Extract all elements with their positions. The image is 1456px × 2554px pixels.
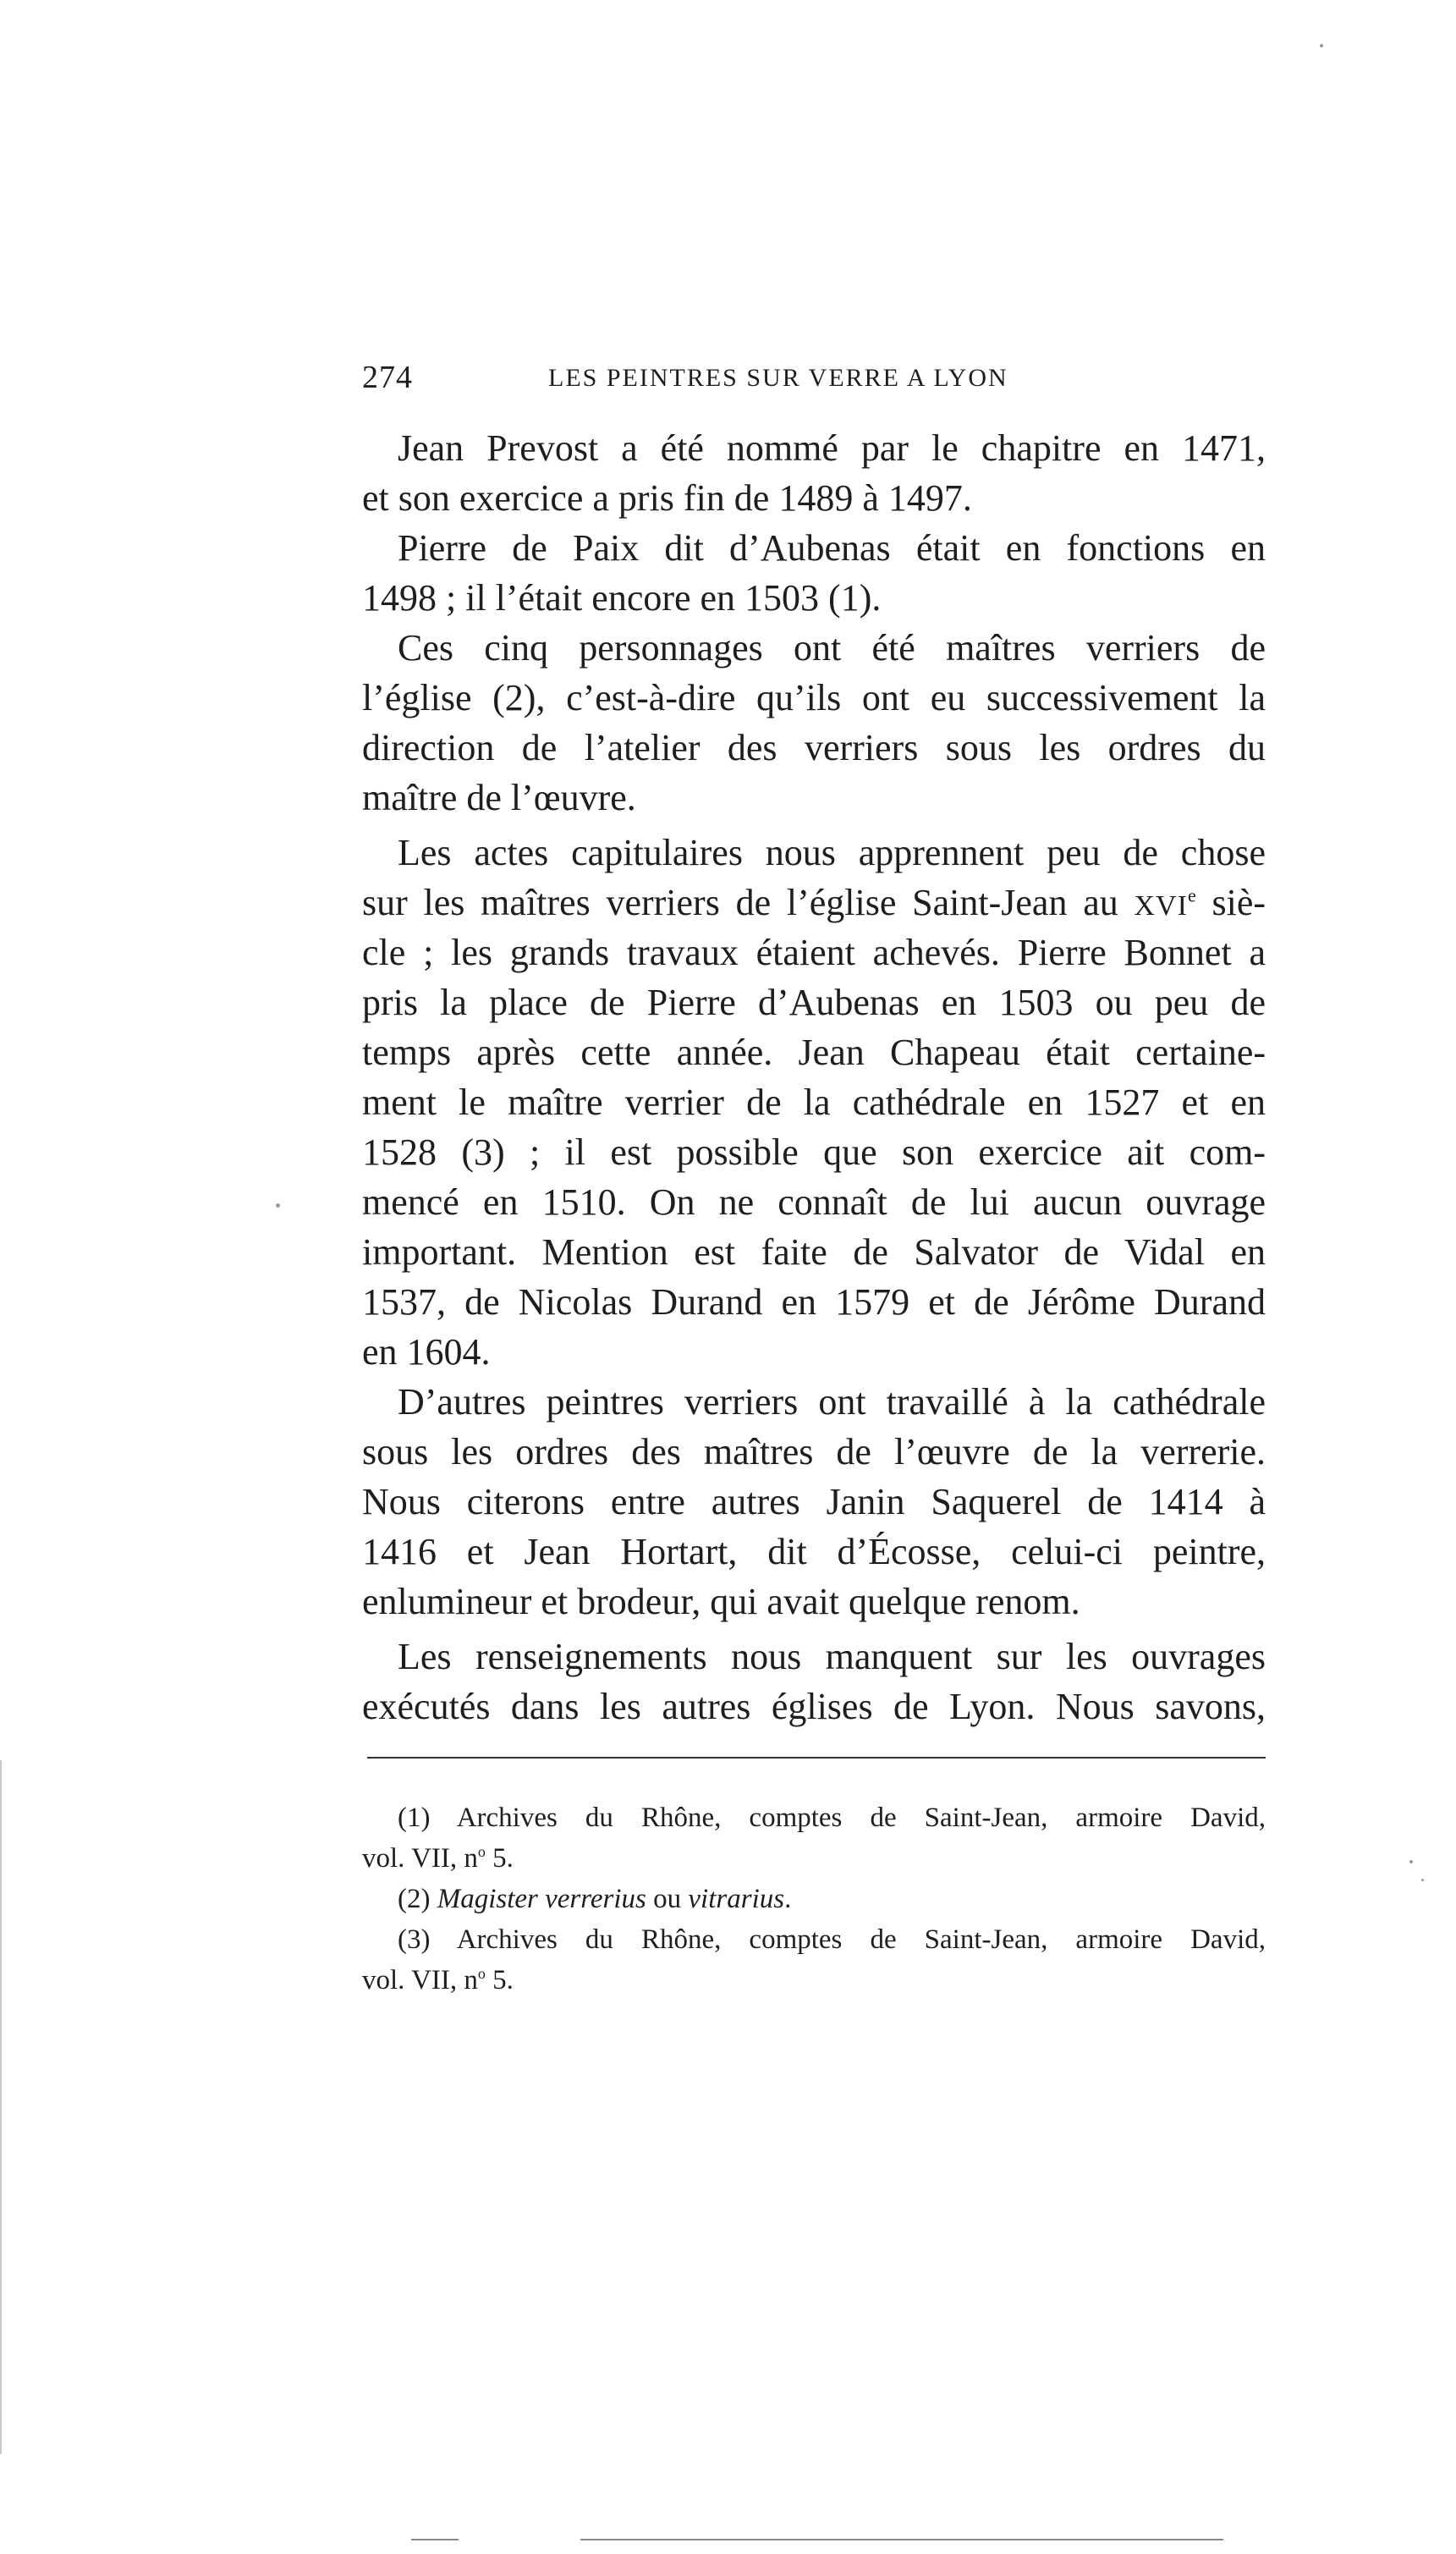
text-fragment: siè-: [1212, 882, 1266, 923]
scan-bottom-rule: [411, 2539, 459, 2540]
text-line: pris la place de Pierre d’Aubenas en 1503 ou peu de: [362, 982, 1266, 1023]
footnote-text: (2): [398, 1884, 437, 1914]
text-line: l’église (2), c’est-à-dire qu’ils ont eu successivement la: [362, 677, 1266, 718]
footnote-text: vol. VII, n: [362, 1965, 478, 1995]
footnote-3: (3) Archives du Rhône, comptes de Saint-Jean, armoire David,: [398, 1924, 1266, 1955]
footnote-text: .: [784, 1884, 792, 1914]
text-line: Les actes capitulaires nous apprennent peu de chose: [398, 832, 1266, 873]
text-line: mencé en 1510. On ne connaît de lui aucun ouvrage: [362, 1181, 1266, 1223]
text-fragment: sur les maîtres verriers de l’église Saint-Jean au: [362, 882, 1118, 923]
footnote-text: 5.: [485, 1965, 514, 1995]
running-title: LES PEINTRES SUR VERRE A LYON: [548, 364, 1008, 392]
text-line: temps après cette année. Jean Chapeau était certaine-: [362, 1032, 1266, 1073]
text-line: Ces cinq personnages ont été maîtres verriers de: [398, 627, 1266, 669]
footnote-1: (1) Archives du Rhône, comptes de Saint-Jean, armoire David,: [398, 1803, 1266, 1833]
text-line: important. Mention est faite de Salvator de Vidal en: [362, 1231, 1266, 1273]
text-line: cle ; les grands travaux étaient achevés. Pierre Bonnet a: [362, 932, 1266, 973]
scan-speck: [276, 1203, 280, 1208]
footnote-3-continued: [362, 1960, 1266, 2001]
text-line: ment le maître verrier de la cathédrale en 1527 et en: [362, 1082, 1266, 1123]
text-line: en 1604.: [362, 1331, 491, 1373]
text-line: Les renseignements nous manquent sur les ouvrages: [398, 1636, 1266, 1677]
page-number: 274: [362, 360, 413, 395]
text-line: Jean Prevost a été nommé par le chapitre en 1471,: [398, 427, 1266, 469]
text-line: [362, 878, 1266, 927]
text-line: enlumineur et brodeur, qui avait quelque renom.: [362, 1581, 1080, 1622]
footnotes: [362, 1797, 1266, 2001]
scan-edge-line: [0, 1760, 2, 2454]
latin-term: Magister verrerius: [437, 1884, 646, 1914]
text-line: 1498 ; il l’était encore en 1503 (1).: [362, 577, 882, 619]
page-header: [362, 359, 1266, 406]
scan-speck: [1409, 1860, 1413, 1863]
footnote-text: vol. VII, n: [362, 1843, 478, 1874]
footnote-superscript: o: [477, 1843, 486, 1860]
text-line: maître de l’œuvre.: [362, 777, 636, 818]
scan-speck: [1320, 44, 1323, 47]
text-line: direction de l’atelier des verriers sous les ordres du: [362, 727, 1266, 768]
century-superscript: e: [1187, 884, 1196, 906]
text-line: Nous citerons entre autres Janin Saquerel de 1414 à: [362, 1481, 1266, 1522]
text-line: 1528 (3) ; il est possible que son exercice ait com-: [362, 1131, 1266, 1173]
footnote-separator: [367, 1757, 1266, 1759]
footnote-1-continued: [362, 1838, 1266, 1879]
scan-speck: [1421, 1879, 1424, 1881]
text-line: 1537, de Nicolas Durand en 1579 et de Jérôme Durand: [362, 1281, 1266, 1323]
footnote-text: ou: [646, 1884, 689, 1914]
text-line: sous les ordres des maîtres de l’œuvre de la verrerie.: [362, 1431, 1266, 1472]
text-line: exécutés dans les autres églises de Lyon. Nous savons,: [362, 1686, 1266, 1727]
text-line: D’autres peintres verriers ont travaillé à la cathédrale: [398, 1381, 1266, 1423]
text-line: 1416 et Jean Hortart, dit d’Écosse, celui-ci peintre,: [362, 1531, 1266, 1572]
century-numeral: XVI: [1134, 890, 1188, 922]
text-line: Pierre de Paix dit d’Aubenas était en fonctions en: [398, 527, 1266, 569]
footnote-superscript: o: [477, 1965, 486, 1982]
footnote-2: [362, 1879, 1266, 1919]
main-text: [362, 423, 1266, 1731]
text-line: et son exercice a pris fin de 1489 à 1497.: [362, 477, 972, 519]
scan-bottom-rule: [580, 2539, 1223, 2540]
footnote-text: 5.: [485, 1843, 514, 1874]
latin-term: vitrarius: [688, 1884, 785, 1914]
